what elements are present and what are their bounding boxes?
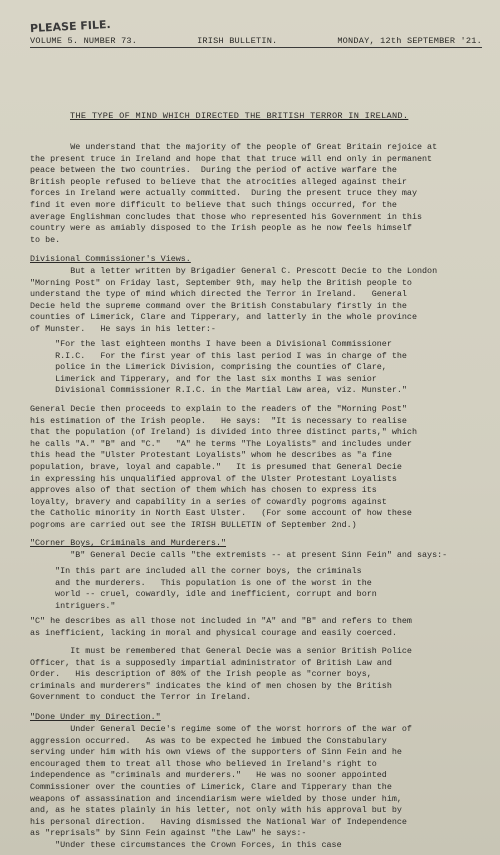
section-heading-corner-boys: "Corner Boys, Criminals and Murderers." — [30, 538, 227, 548]
bulletin-header — [30, 36, 482, 48]
section3-quote: "Under these circumstances the Crown Forces, in this case — [30, 840, 342, 850]
section1-paragraph: But a letter written by Brigadier General C. Prescott Decie to the London "Morning Post" on Friday last, September 9th, may help the British people to understand the type of mind which directed the Terror in Ireland. General Decie held the supreme command over the British Constabulary firstly in the counties of Limerick, Clare and Tipperary, and latterly in the whole province of Munster. He says in his letter:- — [30, 266, 438, 334]
article-title: THE TYPE OF MIND WHICH DIRECTED THE BRITISH TERROR IN IRELAND. — [70, 111, 409, 121]
section-heading-divisional-commissioner: Divisional Commissioner's Views. — [30, 254, 191, 264]
publication-name: IRISH BULLETIN. — [197, 36, 278, 46]
handwritten-note: PLEASE FILE. — [29, 17, 111, 36]
section3-paragraph: Under General Decie's regime some of the worst horrors of the war of aggression occurred. As was to be expected he imbued the Constabulary serving under him with his own views of the supporters of Sinn Fein and he encouraged them to treat all those who believed in Ireland's right to independence as "criminals and murderers." He was no sooner appointed Commissioner over the counties of Limerick, Clare and Tipperary than the weapons of assassination and incendiarism were wielded by those under him, and, as he states plainly in his letter, not only with his approval but by his personal direction. Having dismissed the National War of Independence as "reprisals" by Sinn Fein against "the Law" he says:- — [30, 724, 412, 839]
section-heading-done-under-direction: "Done Under my Direction." — [30, 712, 161, 722]
section2-paragraph3: It must be remembered that General Decie was a senior British Police Officer, that is a supposedly impartial administrator of British Law and Order. His description of 80% of the Irish people as "corner boys, criminals and murderers" indicates the kind of men chosen by the British Government to conduct the Terror in Ireland. — [30, 646, 412, 703]
volume-number: VOLUME 5. NUMBER 73. — [30, 36, 138, 46]
section2-paragraph2: "C" he describes as all those not included in "A" and "B" and refers to them as inefficient, lacking in moral and physical courage and easily coerced. — [30, 616, 412, 638]
section1-quote: "For the last eighteen months I have been a Divisional Commissioner R.I.C. For the first year of this last period I was in charge of the police in the Limerick Division, comprising the counties of Clare, Limerick and Tipperary, and for the last six months I was senior Divisional Commissioner R.I.C. in the Martial Law area, viz. Munster." — [55, 339, 407, 396]
issue-date: MONDAY, 12th SEPTEMBER '21. — [337, 36, 482, 46]
section2-quote: "In this part are included all the corner boys, the criminals and the murderers. This population is one of the worst in the world -- cruel, cowardly, idle and inefficient, corrupt and born intriguers." — [55, 566, 377, 611]
intro-paragraph: We understand that the majority of the people of Great Britain rejoice at the present truce in Ireland and hope that that truce will end only in permanent peace between the two countries. During the period of active warfare the British people refused to believe that the atrocities alleged against their forces in Ireland were actually committed. During the present truce they may find it even more difficult to believe that such things occurred, for the average Englishman concludes that those who represented his Government in this country were as amiably disposed to the Irish people as he now feels himself to be. — [30, 142, 438, 245]
section2-paragraph: "B" General Decie calls "the extremists -- at present Sinn Fein" and says:- — [30, 550, 448, 560]
section1-paragraph2: General Decie then proceeds to explain to the readers of the "Morning Post" his estimation of the Irish people. He says: "It is necessary to realise that the population (of Ireland) is divided into three distinct parts," which he calls "A." "B" and "C." "A" he terms "The Loyalists" and includes under this head the "Ulster Protestant Loyalists" whom he describes as "a fine population, brave, loyal and capable." It is presumed that General Decie in expressing his unqualified approval of the Ulster Protestant Loyalists approves also of that section of them which has chosen to express its loyalty, bravery and capability in a series of cowardly pogroms against the Catholic minority in North East Ulster. (For some account of how these pogroms are carried out see the IRISH BULLETIN of September 2nd.) — [30, 404, 417, 530]
